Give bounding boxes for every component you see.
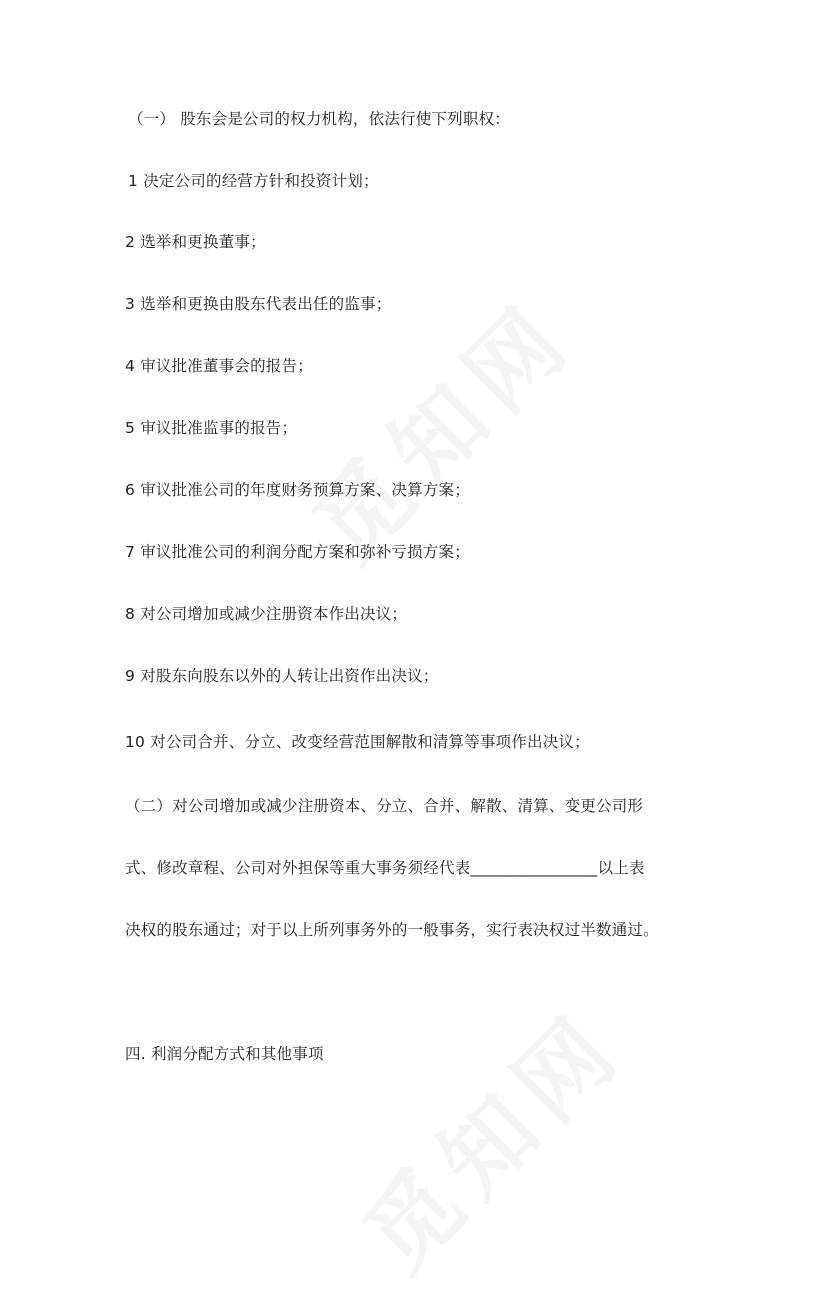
section-1-heading: （一） 股东会是公司的权力机构，依法行使下列职权： [128,110,510,128]
section-2-line-3: 决权的股东通过；对于以上所列事务外的一般事务，实行表决权过半数通过。 [125,921,659,939]
list-item-10: 10 对公司合并、分立、改变经营范围解散和清算等事项作出决议； [125,733,590,751]
list-item-5: 5 审议批准监事的报告； [125,419,298,437]
watermark [330,977,648,1295]
section-2-line-1: （二）对公司增加或减少注册资本、分立、合并、解散、清算、变更公司形 [125,797,644,815]
list-item-8: 8 对公司增加或减少注册资本作出决议； [125,605,408,623]
list-item-6: 6 审议批准公司的年度财务预算方案、决算方案； [125,481,470,499]
list-item-3: 3 选举和更换由股东代表出任的监事； [125,295,392,313]
list-item-1: 1 决定公司的经营方针和投资计划； [128,172,379,190]
list-item-2: 2 选举和更换董事； [125,233,266,251]
list-item-9: 9 对股东向股东以外的人转让出资作出决议； [125,667,439,685]
section-2-line-2: 式、修改章程、公司对外担保等重大事务须经代表________________以上表 [125,859,645,877]
list-item-7: 7 审议批准公司的利润分配方案和弥补亏损方案； [125,543,470,561]
section-4-heading: 四. 利润分配方式和其他事项 [125,1045,324,1063]
list-item-4: 4 审议批准董事会的报告； [125,357,313,375]
